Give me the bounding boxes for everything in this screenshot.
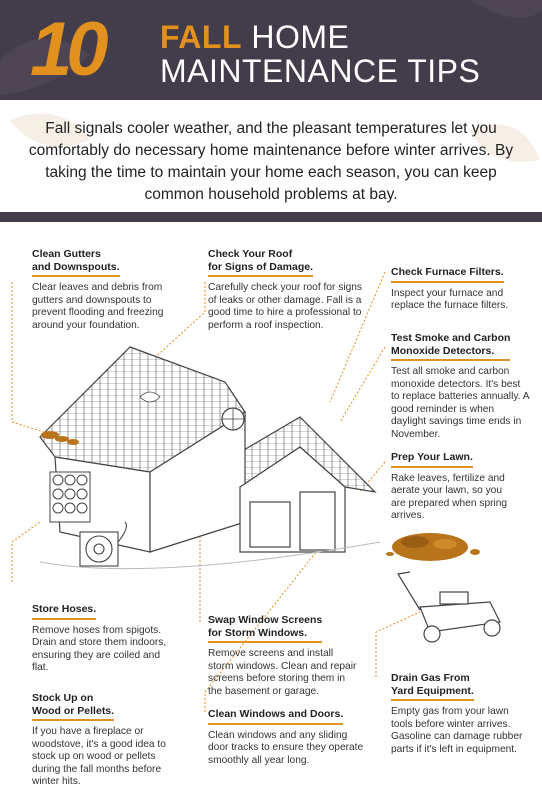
tip-wood-title: Stock Up on Wood or Pellets. <box>32 692 114 721</box>
tip-gutters <box>32 248 182 332</box>
page-title-line-2: MAINTENANCE TIPS <box>160 53 481 89</box>
tip-smoke-title: Test Smoke and Carbon Monoxide Detectors. <box>391 332 510 361</box>
tip-hoses-body: Remove hoses from spigots. Drain and store them indoors, ensuring they are coiled and flat. <box>32 624 167 673</box>
tip-gas-body: Empty gas from your lawn tools before winter arrives. Gasoline can damage rubber parts if it's left in equipment. <box>391 706 523 755</box>
tip-count-number: 10 <box>30 7 103 92</box>
tip-windows-title: Clean Windows and Doors. <box>208 708 343 725</box>
intro-paragraph: Fall signals cooler weather, and the pleasant temperatures let you comfortably do necessary home maintenance before winter arrives. By taking the time to maintain your home each season, you can keep common household problems at bay. <box>28 120 514 203</box>
leaf-pile-icon <box>386 533 480 561</box>
tip-hoses-title: Store Hoses. <box>32 603 96 620</box>
tip-roof-body: Carefully check your roof for signs of leaks or other damage. Fall is a good time to hire a professional to perform a roof inspection. <box>208 282 363 331</box>
tip-roof <box>208 248 368 332</box>
tip-furnace <box>391 266 531 313</box>
tip-screens <box>208 614 358 698</box>
tip-lawn-title: Prep Your Lawn. <box>391 451 473 468</box>
lawn-mower-icon <box>398 572 500 642</box>
tip-furnace-title: Check Furnace Filters. <box>391 266 504 283</box>
tip-gas <box>391 672 531 756</box>
tip-wood <box>32 692 172 789</box>
page-title-line-1 <box>160 20 349 54</box>
tip-gas-title: Drain Gas From Yard Equipment. <box>391 672 474 701</box>
tip-lawn <box>391 451 511 523</box>
header-banner <box>0 0 542 100</box>
title-accent-word: FALL <box>160 19 242 55</box>
title-word-home: HOME <box>251 19 350 55</box>
tip-roof-title: Check Your Roof for Signs of Damage. <box>208 248 313 277</box>
tip-windows-body: Clean windows and any sliding door tracks to ensure they operate smoothly all year long. <box>208 729 364 766</box>
section-divider <box>0 212 542 222</box>
tip-gutters-title: Clean Gutters and Downspouts. <box>32 248 120 277</box>
tip-smoke <box>391 332 531 441</box>
tip-smoke-body: Test all smoke and carbon monoxide detectors. It's best to replace batteries annually. A good reminder is when daylight savings time ends in November. <box>391 366 529 440</box>
tip-furnace-body: Inspect your furnace and replace the furnace filters. <box>391 287 509 311</box>
tip-screens-title: Swap Window Screens for Storm Windows. <box>208 614 322 643</box>
wood-pile-icon <box>50 472 90 522</box>
tip-wood-body: If you have a fireplace or woodstove, it's a good idea to stock up on wood or pellets during the fall months before winter hits. <box>32 726 166 787</box>
tip-windows <box>208 708 368 767</box>
tip-hoses <box>32 603 167 675</box>
tip-screens-body: Remove screens and install storm windows. Clean and repair screens before storing them in the basement or garage. <box>208 648 357 697</box>
tip-lawn-body: Rake leaves, fertilize and aerate your lawn, so you are prepared when spring arrives. <box>391 472 508 521</box>
tip-gutters-body: Clear leaves and debris from gutters and downspouts to prevent flooding and freezing around your foundation. <box>32 282 164 331</box>
